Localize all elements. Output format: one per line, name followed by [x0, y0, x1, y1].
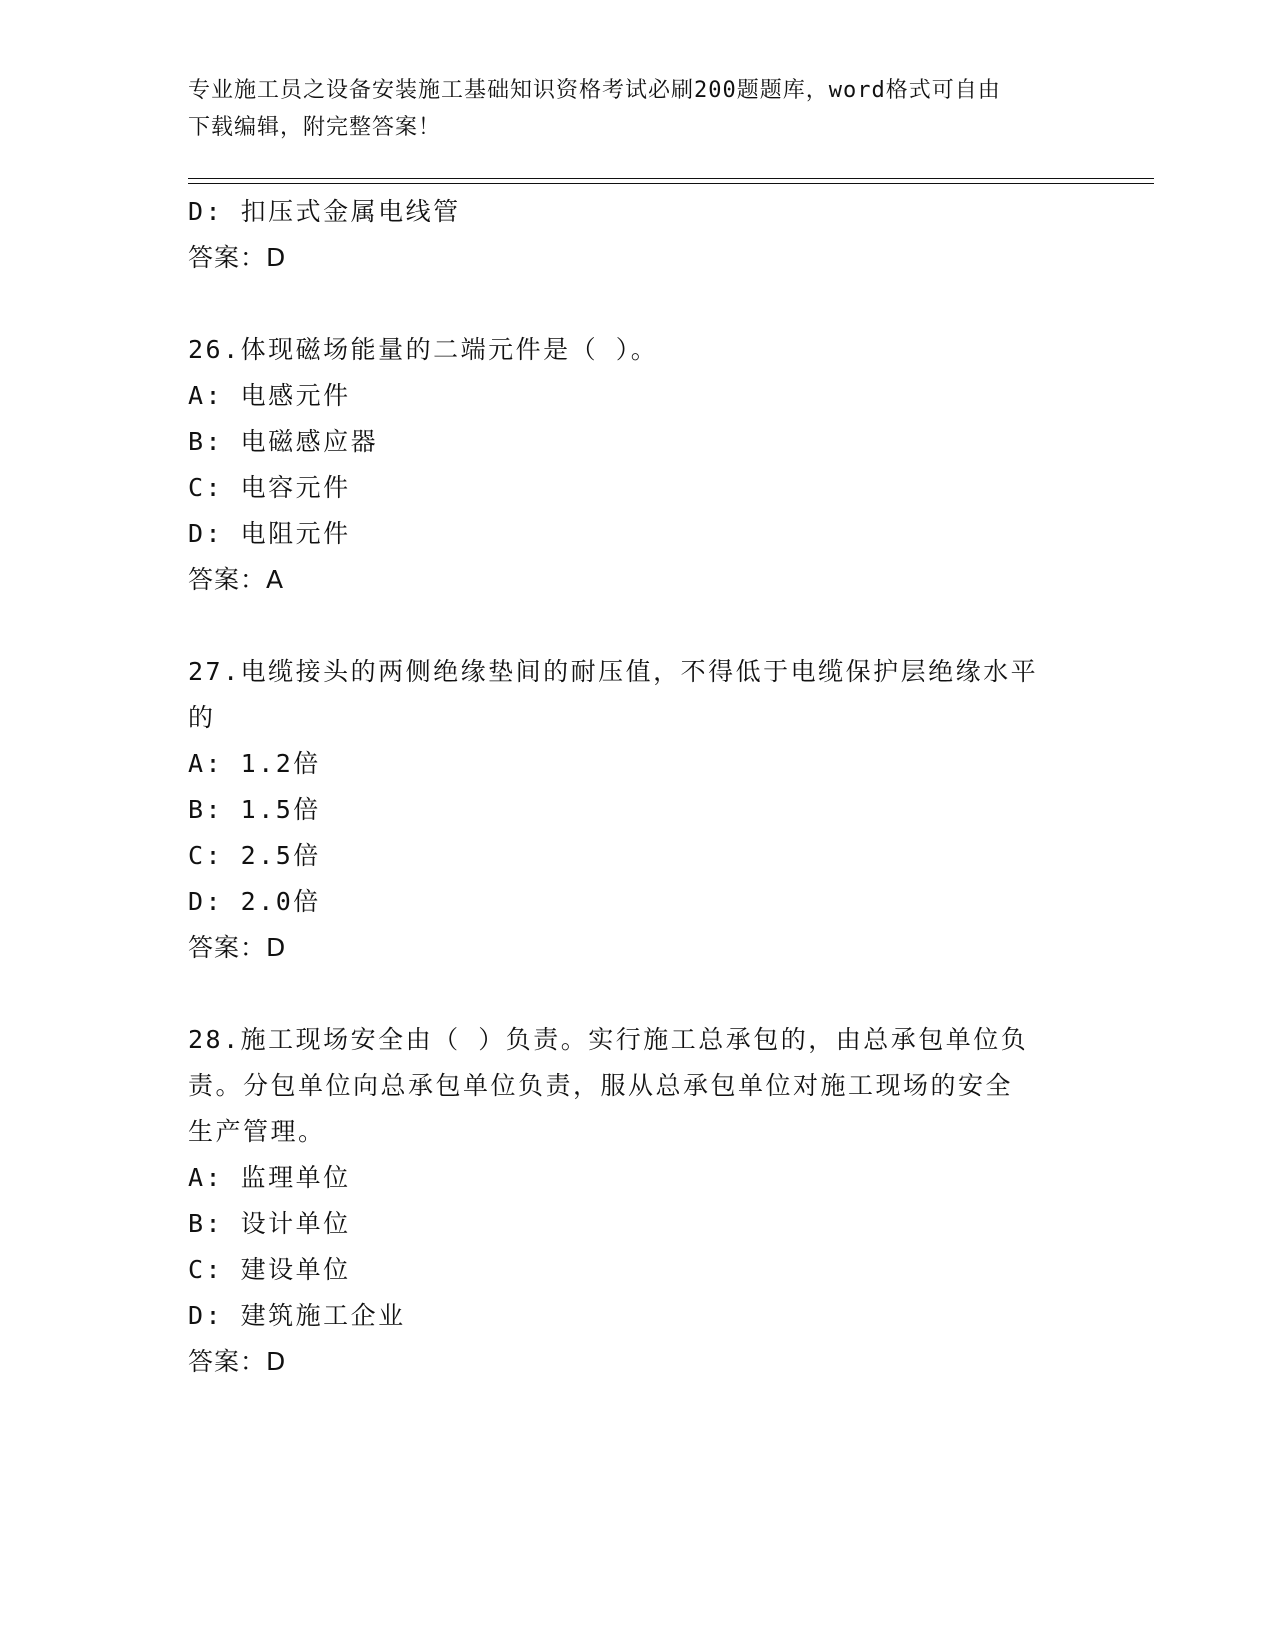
- option-b: B: 设计单位: [188, 1209, 351, 1238]
- previous-question-tail: [188, 189, 1088, 281]
- question-text-line: 责。分包单位向总承包单位负责，服从总承包单位对施工现场的安全: [188, 1071, 1014, 1100]
- question-27: [188, 649, 1088, 971]
- question-text-line: 28.施工现场安全由（ ）负责。实行施工总承包的，由总承包单位负: [188, 1025, 1029, 1054]
- answer-line: 答案：D: [188, 933, 287, 962]
- answer-line: 答案：D: [188, 243, 287, 272]
- option-d: D: 扣压式金属电线管: [188, 197, 461, 226]
- answer-line: 答案：A: [188, 565, 285, 594]
- answer-line: 答案：D: [188, 1347, 287, 1376]
- option-a: A: 监理单位: [188, 1163, 351, 1192]
- option-b: B: 1.5倍: [188, 795, 321, 824]
- option-d: D: 建筑施工企业: [188, 1301, 406, 1330]
- option-a: A: 1.2倍: [188, 749, 321, 778]
- option-c: C: 电容元件: [188, 473, 351, 502]
- option-d: D: 2.0倍: [188, 887, 321, 916]
- question-text-line: 的: [188, 703, 216, 732]
- document-header: [188, 72, 1088, 146]
- question-26: [188, 327, 1088, 603]
- question-text-line: 26.体现磁场能量的二端元件是（ ）。: [188, 335, 659, 364]
- option-b: B: 电磁感应器: [188, 427, 379, 456]
- question-28: [188, 1017, 1088, 1385]
- option-c: C: 建设单位: [188, 1255, 351, 1284]
- option-c: C: 2.5倍: [188, 841, 321, 870]
- header-divider-top: [188, 178, 1154, 179]
- header-line-2: 下载编辑，附完整答案！: [188, 115, 442, 140]
- header-divider-bottom: [188, 183, 1154, 184]
- question-text-line: 27.电缆接头的两侧绝缘垫间的耐压值，不得低于电缆保护层绝缘水平: [188, 657, 1039, 686]
- question-text-line: 生产管理。: [188, 1117, 326, 1146]
- option-a: A: 电感元件: [188, 381, 351, 410]
- document-body: [188, 189, 1088, 1431]
- header-line-1: 专业施工员之设备安装施工基础知识资格考试必刷200题题库，word格式可自由: [188, 78, 1001, 103]
- option-d: D: 电阻元件: [188, 519, 351, 548]
